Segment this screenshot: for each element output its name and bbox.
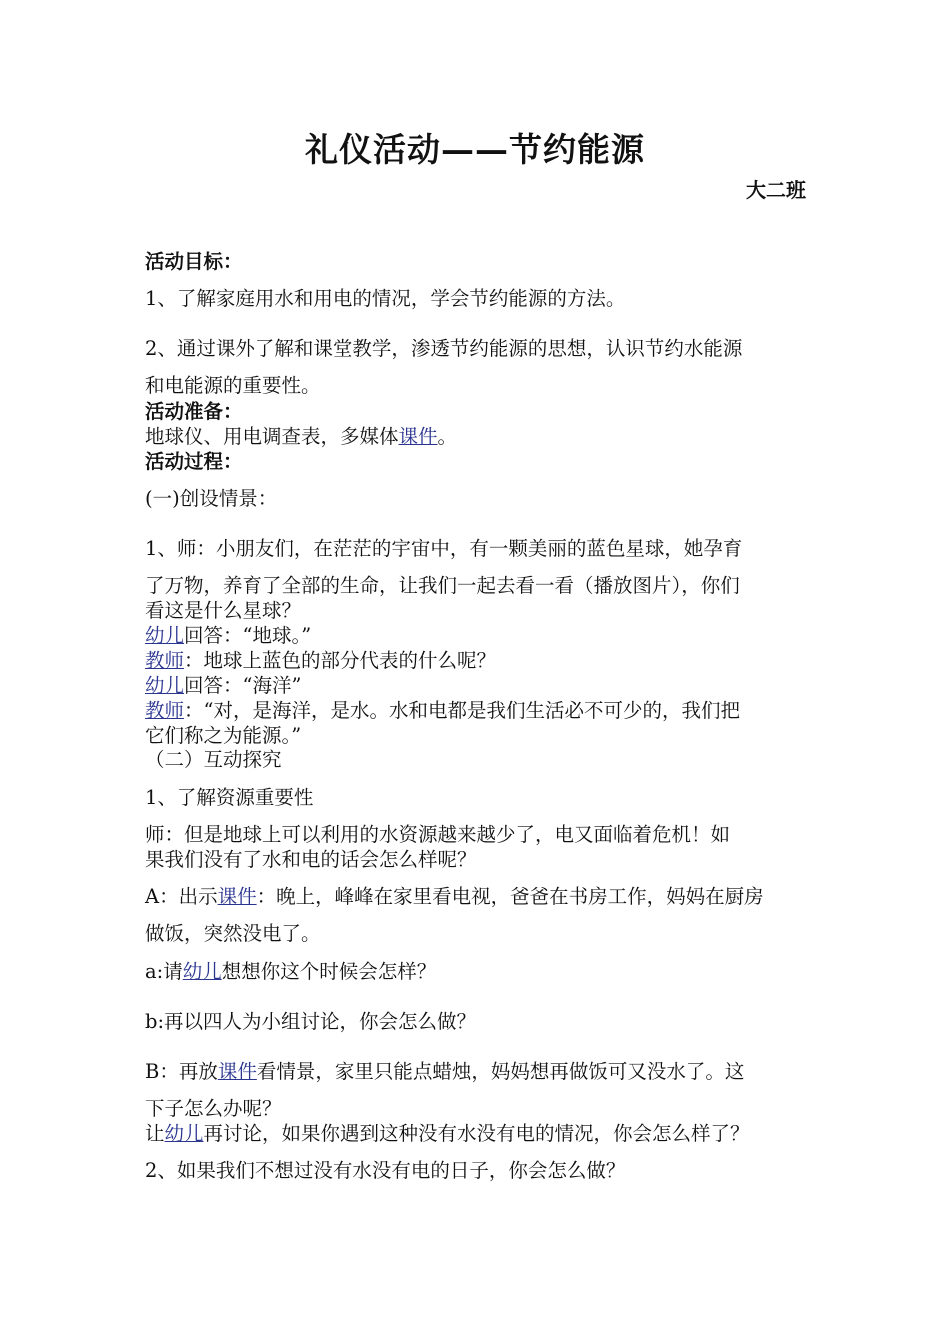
dialogue-line — [145, 673, 301, 699]
text-run: 再讨论，如果你遇到这种没有水没有电的情况，你会怎么样了？ — [203, 1122, 750, 1145]
paragraph: 果我们没有了水和电的话会怎么样呢？ — [145, 848, 477, 871]
text-run: 让 — [145, 1122, 165, 1145]
link-courseware[interactable]: 课件 — [217, 1060, 257, 1083]
paragraph: 1、了解家庭用水和用电的情况，学会节约能源的方法。 — [145, 287, 626, 310]
document-title: 礼仪活动——节约能源 — [305, 130, 645, 169]
paragraph: b:再以四人为小组讨论，你会怎么做？ — [145, 1010, 477, 1033]
link-child[interactable]: 幼儿 — [145, 624, 185, 647]
text-run: a:请 — [145, 960, 183, 983]
paragraph: 看这是什么星球？ — [145, 599, 302, 622]
text-run: 地球仪、用电调查表，多媒体 — [145, 425, 399, 448]
link-child[interactable]: 幼儿 — [164, 1122, 204, 1145]
text-run: 想想你这个时候会怎样？ — [221, 960, 437, 983]
paragraph: 和电能源的重要性。 — [145, 374, 321, 397]
section-heading-goals: 活动目标： — [145, 250, 243, 273]
link-courseware[interactable]: 课件 — [398, 425, 438, 448]
link-teacher[interactable]: 教师 — [145, 699, 185, 722]
paragraph: 2、如果我们不想过没有水没有电的日子，你会怎么做？ — [145, 1159, 626, 1182]
paragraph: 2、通过课外了解和课堂教学，渗透节约能源的思想，认识节约水能源 — [145, 337, 743, 360]
link-child[interactable]: 幼儿 — [145, 674, 185, 697]
paragraph — [145, 1059, 744, 1085]
paragraph — [145, 424, 457, 450]
section-heading-prep: 活动准备： — [145, 400, 243, 423]
paragraph: 它们称之为能源。” — [145, 724, 302, 747]
dialogue-line — [145, 623, 311, 649]
text-run: 。 — [437, 425, 458, 448]
paragraph: 了万物，养育了全部的生命，让我们一起去看一看（播放图片），你们 — [145, 574, 740, 597]
paragraph: 1、了解资源重要性 — [145, 786, 314, 809]
text-run: ：晚上，峰峰在家里看电视，爸爸在书房工作，妈妈在厨房 — [256, 885, 764, 908]
text-run: ：地球上蓝色的部分代表的什么呢？ — [184, 649, 497, 672]
text-run: A：出示 — [145, 885, 218, 908]
paragraph: (一)创设情景： — [145, 487, 278, 510]
paragraph: 师：但是地球上可以利用的水资源越来越少了，电又面临着危机！如 — [145, 823, 731, 846]
class-name: 大二班 — [746, 178, 806, 202]
link-teacher[interactable]: 教师 — [145, 649, 185, 672]
paragraph: （二）互动探究 — [145, 748, 282, 771]
text-run: 看情景，家里只能点蜡烛，妈妈想再做饭可又没水了。这 — [256, 1060, 745, 1083]
text-run: ：“对，是海洋，是水。水和电都是我们生活必不可少的，我们把 — [184, 699, 740, 722]
link-courseware[interactable]: 课件 — [217, 885, 257, 908]
text-run: B：再放 — [145, 1060, 218, 1083]
text-run: 回答：“地球。” — [184, 624, 312, 647]
paragraph: 下子怎么办呢？ — [145, 1097, 282, 1120]
dialogue-line — [145, 698, 740, 724]
paragraph — [145, 1121, 750, 1147]
paragraph — [145, 884, 764, 910]
link-child[interactable]: 幼儿 — [182, 960, 222, 983]
section-heading-process: 活动过程： — [145, 450, 243, 473]
paragraph: 做饭，突然没电了。 — [145, 922, 321, 945]
dialogue-line — [145, 648, 496, 674]
paragraph — [145, 959, 436, 985]
paragraph: 1、师：小朋友们，在茫茫的宇宙中，有一颗美丽的蓝色星球，她孕育 — [145, 537, 743, 560]
text-run: 回答：“海洋” — [184, 674, 302, 697]
